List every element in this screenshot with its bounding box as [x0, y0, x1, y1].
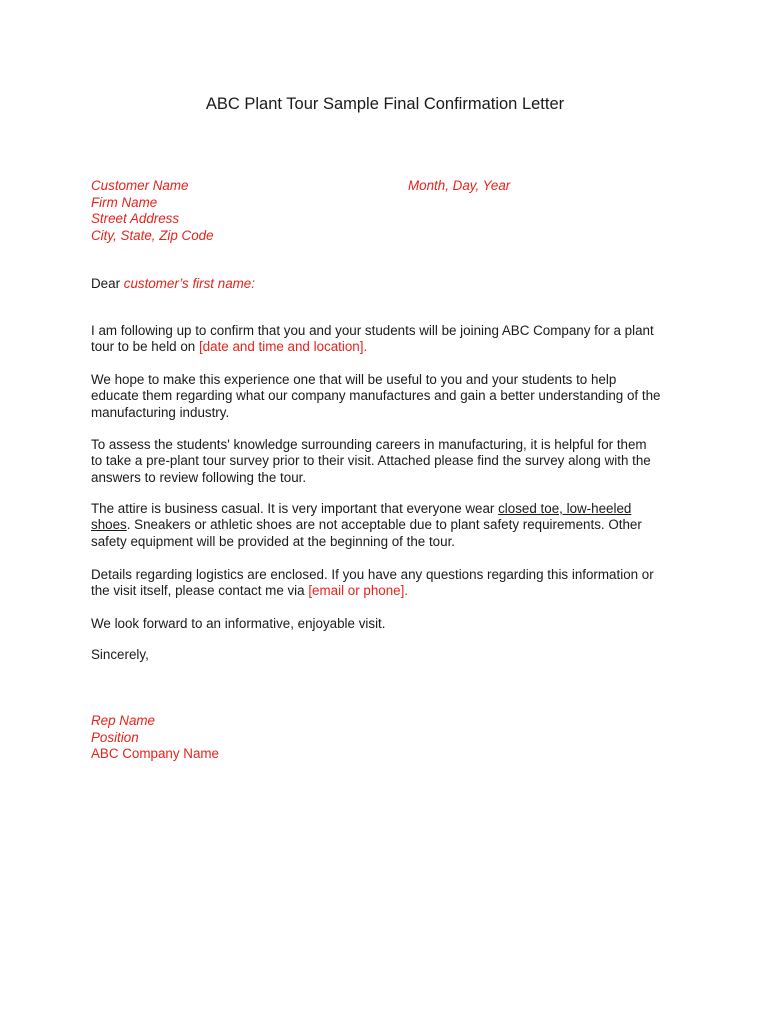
- paragraph-line: manufacturing industry.: [91, 404, 230, 420]
- city-state-zip-placeholder: City, State, Zip Code: [91, 227, 214, 243]
- paragraph-line: educate them regarding what our company manufactures and gain a better understanding of the: [91, 388, 661, 404]
- recipient-address-block: [91, 178, 214, 244]
- paragraph-line: to take a pre-plant tour survey prior to their visit. Attached please find the survey along with the: [91, 453, 651, 469]
- salutation-name-placeholder: customer’s first name: [123, 276, 252, 291]
- paragraph-survey: [91, 437, 691, 486]
- paragraph-line: answers to review following the tour.: [91, 469, 307, 485]
- paragraph-text: tour to be held on: [91, 339, 199, 355]
- date-time-location-placeholder: [date and time and location].: [198, 339, 368, 355]
- paragraph-line: Details regarding logistics are enclosed. If you have any questions regarding this information or: [91, 567, 654, 582]
- salutation: [91, 276, 691, 292]
- paragraph-line: I am following up to confirm that you and your students will be joining ABC Company for a plant: [91, 323, 654, 338]
- paragraph-text: . Sneakers or athletic shoes are not acceptable due to plant safety requirements. Other: [126, 517, 642, 533]
- paragraph-attire: [91, 501, 691, 550]
- signature-block: [91, 713, 691, 763]
- position-placeholder: Position: [91, 729, 139, 745]
- paragraph-logistics: [91, 567, 691, 600]
- shoe-requirement-underlined: closed toe, low-heeled: [498, 501, 632, 516]
- date-placeholder: Month, Day, Year: [408, 178, 511, 193]
- paragraph-line: [91, 339, 691, 355]
- document-title: ABC Plant Tour Sample Final Confirmation Letter: [205, 95, 565, 113]
- salutation-prefix: Dear: [91, 276, 124, 291]
- paragraph-confirmation: [91, 323, 691, 356]
- closing-sincerely: Sincerely,: [91, 647, 149, 662]
- paragraph-text: The attire is business casual. It is very important that everyone wear: [91, 501, 499, 516]
- firm-name-placeholder: Firm Name: [91, 194, 158, 210]
- paragraph-line: To assess the students' knowledge surrounding careers in manufacturing, it is helpful for them: [91, 437, 647, 452]
- paragraph-line: [91, 583, 691, 599]
- paragraph-closing-remark: We look forward to an informative, enjoyable visit.: [91, 616, 386, 631]
- paragraph-line: We hope to make this experience one that will be useful to you and your students to help: [91, 372, 617, 387]
- paragraph-line: [91, 501, 691, 517]
- paragraph-line: safety equipment will be provided at the beginning of the tour.: [91, 533, 456, 549]
- paragraph-line: [91, 517, 691, 533]
- contact-placeholder: [email or phone].: [308, 583, 409, 599]
- paragraph-experience: [91, 372, 691, 421]
- street-address-placeholder: Street Address: [91, 211, 180, 227]
- salutation-suffix: :: [251, 276, 255, 291]
- shoe-requirement-underlined: shoes: [91, 517, 127, 533]
- customer-name-placeholder: Customer Name: [91, 178, 189, 193]
- company-name-placeholder: ABC Company Name: [91, 746, 220, 762]
- paragraph-text: the visit itself, please contact me via: [91, 583, 309, 599]
- rep-name-placeholder: Rep Name: [91, 713, 156, 728]
